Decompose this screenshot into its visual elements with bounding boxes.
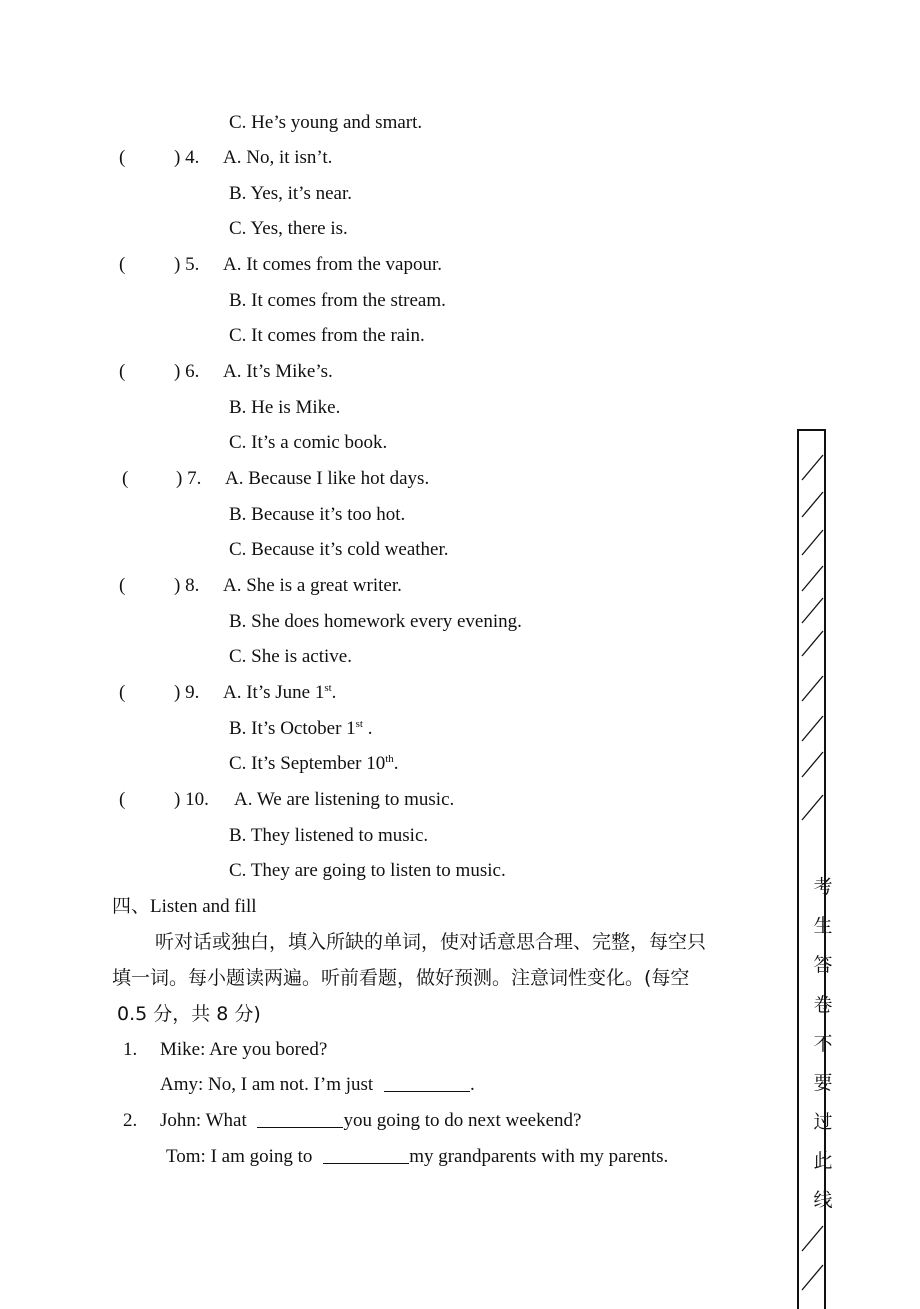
q3-option-c: C. He’s young and smart. <box>229 112 423 133</box>
answer-paren: ( <box>119 682 126 703</box>
answer-paren: ( <box>119 147 126 168</box>
q10-number: ) 10. <box>174 789 209 810</box>
q5-option-b: B. It comes from the stream. <box>229 290 446 311</box>
slash-mark <box>802 1226 823 1251</box>
margin-char: 卷 <box>813 994 833 1016</box>
q9-option-a: A. It’s June 1st. <box>223 682 337 703</box>
fill-item-1-line-1: Mike: Are you bored? <box>160 1039 328 1060</box>
q8-option-c: C. She is active. <box>229 646 352 667</box>
q5-number: ) 5. <box>174 254 200 275</box>
margin-char: 答 <box>813 954 833 976</box>
answer-paren: ( <box>119 361 126 382</box>
fill-item-1-number: 1. <box>123 1039 138 1060</box>
slash-mark <box>802 795 823 820</box>
margin-char: 考 <box>813 876 833 898</box>
margin-char: 不 <box>813 1033 833 1055</box>
slash-mark <box>802 676 823 701</box>
instructions-line-3: 0.5 分，共 8 分) <box>117 1003 261 1025</box>
slash-mark <box>802 566 823 591</box>
fill-item-2-line-1: John: What you going to do next weekend? <box>160 1110 582 1131</box>
q10-option-c: C. They are going to listen to music. <box>229 860 506 881</box>
q8-option-a: A. She is a great writer. <box>223 575 402 596</box>
q8-option-b: B. She does homework every evening. <box>229 611 522 632</box>
margin-char: 过 <box>813 1111 833 1133</box>
slash-mark <box>802 752 823 777</box>
q6-option-a: A. It’s Mike’s. <box>223 361 333 382</box>
q4-option-b: B. Yes, it’s near. <box>229 183 352 204</box>
q9-option-c: C. It’s September 10th. <box>229 753 399 774</box>
slash-mark <box>802 716 823 741</box>
instructions-line-2: 填一词。每小题读两遍。听前看题，做好预测。注意词性变化。(每空 <box>112 967 690 989</box>
answer-paren: ( <box>122 468 129 489</box>
margin-char: 此 <box>813 1150 833 1172</box>
q4-option-a: A. No, it isn’t. <box>223 147 333 168</box>
fill-item-2-number: 2. <box>123 1110 138 1131</box>
slash-mark <box>802 598 823 623</box>
q5-option-a: A. It comes from the vapour. <box>223 254 442 275</box>
q8-number: ) 8. <box>174 575 200 596</box>
q6-option-c: C. It’s a comic book. <box>229 432 388 453</box>
section-heading: 四、Listen and fill <box>112 896 257 917</box>
slash-mark <box>802 492 823 517</box>
q9-number: ) 9. <box>174 682 200 703</box>
q4-option-c: C. Yes, there is. <box>229 218 348 239</box>
q7-option-c: C. Because it’s cold weather. <box>229 539 449 560</box>
answer-paren: ( <box>119 575 126 596</box>
q7-number: ) 7. <box>176 468 202 489</box>
instructions-line-1: 听对话或独白，填入所缺的单词，使对话意思合理、完整，每空只 <box>155 931 707 953</box>
slash-mark <box>802 631 823 656</box>
margin-char: 生 <box>813 915 833 937</box>
answer-paren: ( <box>119 254 126 275</box>
margin-char: 要 <box>813 1072 833 1094</box>
slash-mark <box>802 455 823 480</box>
fill-item-2-line-2: Tom: I am going to my grandparents with my parents. <box>166 1146 669 1167</box>
q7-option-a: A. Because I like hot days. <box>225 468 430 489</box>
slash-mark <box>802 1265 823 1290</box>
q6-number: ) 6. <box>174 361 200 382</box>
q4-number: ) 4. <box>174 147 200 168</box>
q5-option-c: C. It comes from the rain. <box>229 325 425 346</box>
fill-item-1-line-2: Amy: No, I am not. I’m just . <box>160 1074 475 1095</box>
q10-option-a: A. We are listening to music. <box>234 789 455 810</box>
q6-option-b: B. He is Mike. <box>229 397 341 418</box>
margin-char: 线 <box>813 1189 833 1211</box>
q7-option-b: B. Because it’s too hot. <box>229 504 406 525</box>
answer-paren: ( <box>119 789 126 810</box>
slash-mark <box>802 530 823 555</box>
q10-option-b: B. They listened to music. <box>229 825 429 846</box>
q9-option-b: B. It’s October 1st . <box>229 718 373 739</box>
